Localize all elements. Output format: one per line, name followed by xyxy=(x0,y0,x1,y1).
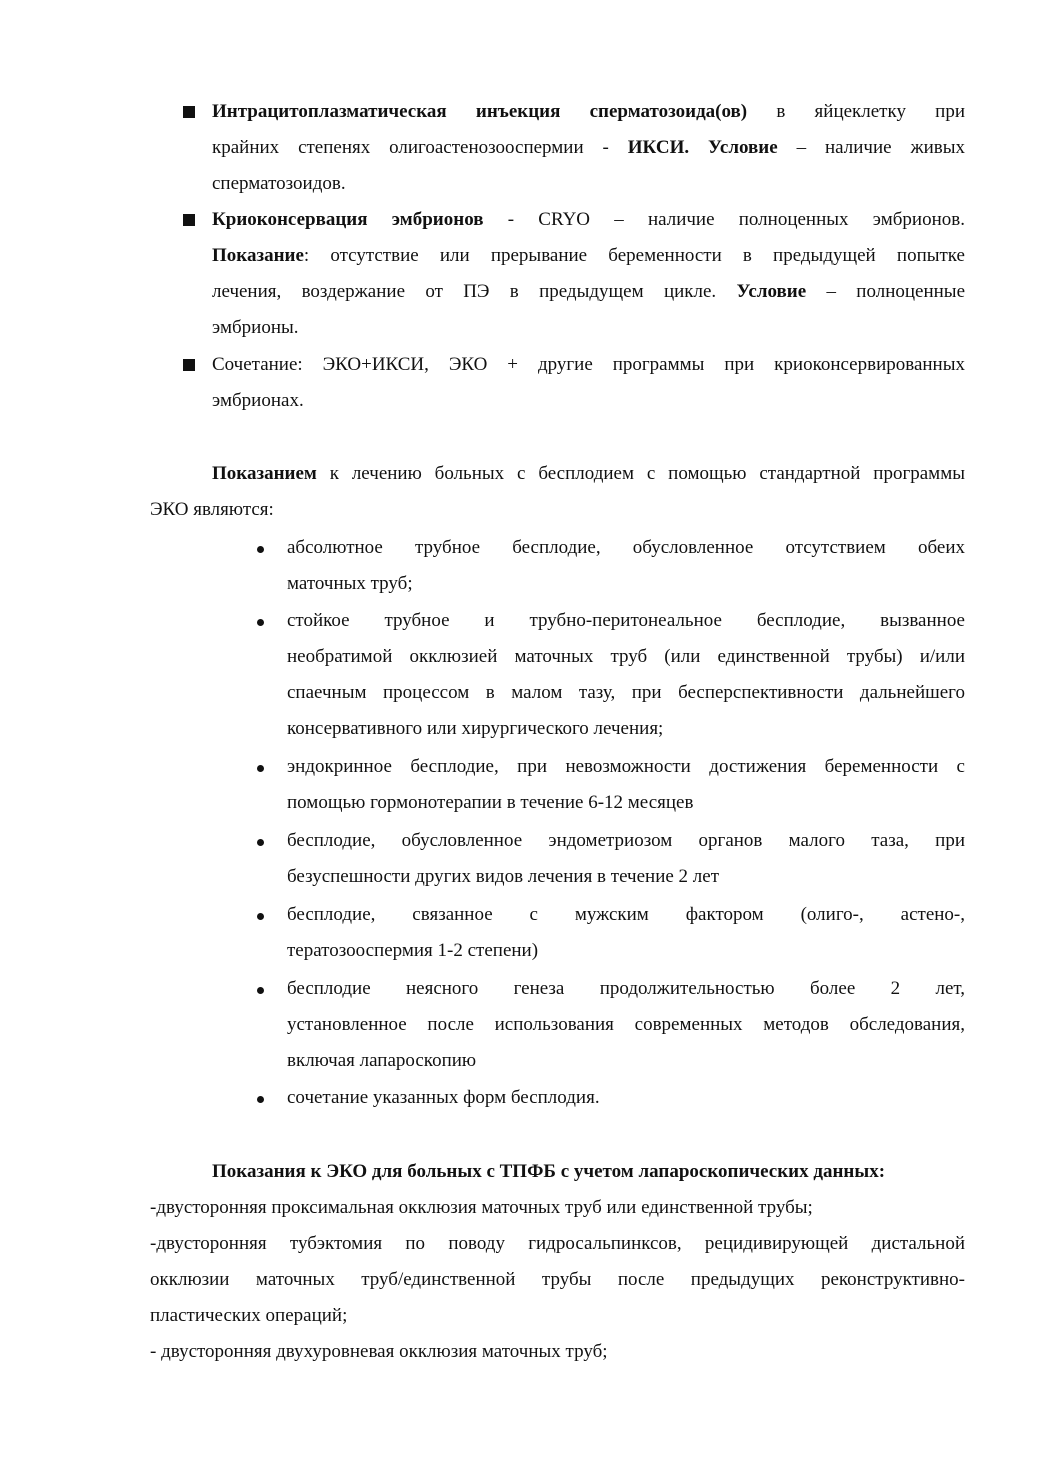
bullet-4-line-2: безуспешности других видов лечения в течение 2 лет xyxy=(287,866,720,887)
dot-bullet-icon xyxy=(257,619,264,626)
dot-bullet-icon xyxy=(257,1096,264,1103)
square-bullet-icon xyxy=(183,359,195,371)
bullet-5-line-2: тератозооспермия 1-2 степени) xyxy=(287,940,539,961)
bullet-2-line-1: стойкое трубное и трубно-перитонеальное бесплодие, вызванное xyxy=(287,610,965,631)
sq-item-2-line-1: Криоконсервация эмбрионов - CRYO – наличие полноценных эмбрионов. xyxy=(212,209,965,230)
sq-item-2-line-4: эмбрионы. xyxy=(212,317,299,338)
lap-heading: Показания к ЭКО для больных с ТПФБ с учетом лапароскопических данных: xyxy=(212,1161,886,1182)
lap-line-4: пластических операций; xyxy=(150,1305,348,1326)
indication-paragraph-line-2: ЭКО являются: xyxy=(150,499,274,520)
bullet-2-line-2: необратимой окклюзией маточных труб (или единственной трубы) и/или xyxy=(287,646,965,667)
bullet-2-line-4: консервативного или хирургического лечения; xyxy=(287,718,664,739)
sq-item-3-line-1: Сочетание: ЭКО+ИКСИ, ЭКО + другие программы при криоконсервированных xyxy=(212,354,965,375)
dot-bullet-icon xyxy=(257,839,264,846)
bullet-3-line-1: эндокринное бесплодие, при невозможности достижения беременности с xyxy=(287,756,965,777)
bullet-7-line-1: сочетание указанных форм бесплодия. xyxy=(287,1087,600,1108)
bullet-1-line-1: абсолютное трубное бесплодие, обусловленное отсутствием обеих xyxy=(287,537,965,558)
lap-line-1: -двусторонняя проксимальная окклюзия маточных труб или единственной трубы; xyxy=(150,1197,813,1218)
lap-line-3: окклюзии маточных труб/единственной трубы после предыдущих реконструктивно- xyxy=(150,1269,965,1290)
sq-item-2-line-2: Показание: отсутствие или прерывание беременности в предыдущей попытке xyxy=(212,245,965,266)
bullet-2-line-3: спаечным процессом в малом тазу, при бесперспективности дальнейшего xyxy=(287,682,965,703)
bullet-1-line-2: маточных труб; xyxy=(287,573,413,594)
square-bullet-icon xyxy=(183,106,195,118)
sq-item-3-line-2: эмбрионах. xyxy=(212,390,304,411)
bullet-6-line-2: установленное после использования современных методов обследования, xyxy=(287,1014,965,1035)
sq-item-1-line-3: сперматозоидов. xyxy=(212,173,346,194)
bullet-4-line-1: бесплодие, обусловленное эндометриозом органов малого таза, при xyxy=(287,830,965,851)
bullet-6-line-3: включая лапароскопию xyxy=(287,1050,477,1071)
dot-bullet-icon xyxy=(257,913,264,920)
sq-item-1-line-1: Интрацитоплазматическая инъекция сперматозоида(ов) в яйцеклетку при xyxy=(212,101,965,122)
indication-paragraph-line-1: Показанием к лечению больных с бесплодием с помощью стандартной программы xyxy=(212,463,965,484)
dot-bullet-icon xyxy=(257,765,264,772)
dot-bullet-icon xyxy=(257,987,264,994)
sq-item-2-line-3: лечения, воздержание от ПЭ в предыдущем цикле. Условие – полноценные xyxy=(212,281,966,302)
bullet-5-line-1: бесплодие, связанное с мужским фактором (олиго-, астено-, xyxy=(287,904,965,925)
lap-line-2: -двусторонняя тубэктомия по поводу гидросальпинксов, рецидивирующей дистальной xyxy=(150,1233,965,1254)
dot-bullet-icon xyxy=(257,546,264,553)
bullet-3-line-2: помощью гормонотерапии в течение 6-12 месяцев xyxy=(287,792,694,813)
square-bullet-icon xyxy=(183,214,195,226)
sq-item-1-line-2: крайних степенях олигоастенозооспермии - ИКСИ. Условие – наличие живых xyxy=(212,137,965,158)
bullet-6-line-1: бесплодие неясного генеза продолжительностью более 2 лет, xyxy=(287,978,965,999)
lap-line-5: - двусторонняя двухуровневая окклюзия маточных труб; xyxy=(150,1341,608,1362)
